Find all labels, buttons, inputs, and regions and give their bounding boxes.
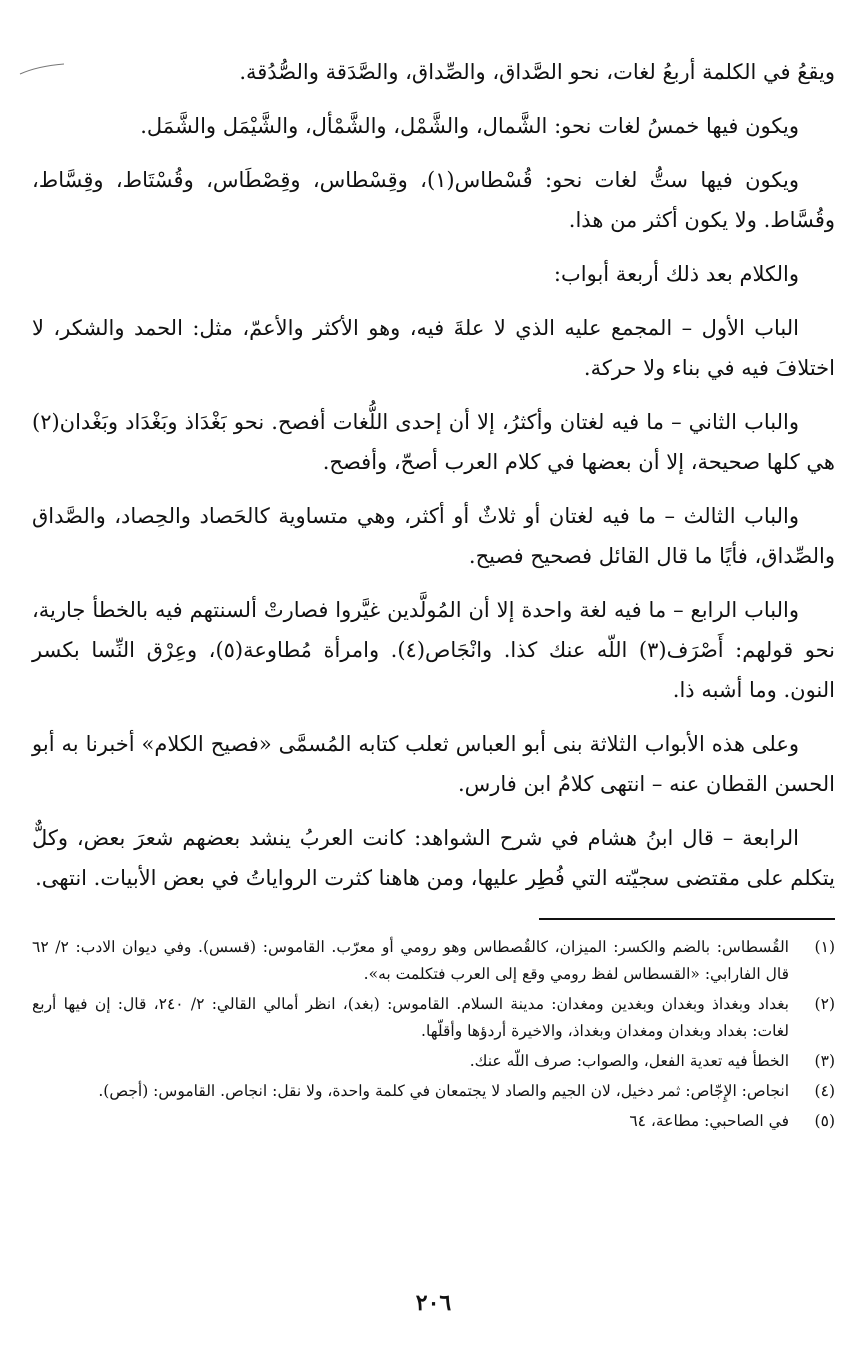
footnote-number: (٣) bbox=[814, 1052, 835, 1070]
footnote-number: (٥) bbox=[814, 1112, 835, 1130]
footnote-text: انجاص: الإِجّاص: ثمر دخيل، لان الجيم والصاد لا يجتمعان في كلمة واحدة، ولا نقل: انجاص. القاموس: (أجص). bbox=[98, 1082, 789, 1100]
footnote-3 bbox=[32, 1048, 835, 1075]
paragraph-10: الرابعة – قال ابنُ هشام في شرح الشواهد: كانت العربُ ينشد بعضهم شعرَ بعض، وكلٌّ يتكلم على مقتضى سجيّته التي فُطِر عليها، ومن هاهنا كثرت الرواياتُ في بعض الأبيات. انتهى. bbox=[32, 826, 835, 890]
page-content bbox=[32, 52, 835, 1138]
page-number: ٢٠٦ bbox=[415, 1290, 452, 1316]
paragraph-4: والكلام بعد ذلك أربعة أبواب: bbox=[553, 262, 799, 286]
footnote-text: القُسطاس: بالضم والكسر: الميزان، كالقُصطاس وهو رومي أو معرّب. القاموس: (قسس). وفي ديوان الادب: ٢/ ٦٢ قال الفارابي: «القسطاس لفظ رومي وقع إلى العرب فتكلمت به». bbox=[32, 938, 789, 983]
footnote-number: (٤) bbox=[814, 1082, 835, 1100]
paragraph-9: وعلى هذه الأبواب الثلاثة بنى أبو العباس ثعلب كتابه المُسمَّى «فصيح الكلام» أخبرنا به أبو الحسن القطان عنه – انتهى كلامُ ابن فارس. bbox=[32, 732, 835, 796]
footnote-text: بغداد وبغداذ وبغدان وبغدين ومغدان: مدينة السلام. القاموس: (بغد)، انظر أمالي القالي: ٢/ ٢٤٠، قال: إن فيها أربع لغات: بغداد وبغدان ومغدان وبغداذ، والاخيرة أردؤها وأقلّها. bbox=[32, 995, 790, 1040]
paragraph-5: الباب الأول – المجمع عليه الذي لا علةَ فيه، وهو الأكثر والأعمّ، مثل: الحمد والشكر، لا اختلافَ فيه في بناء ولا حركة. bbox=[32, 316, 835, 380]
paragraph-2: ويكون فيها خمسُ لغات نحو: الشَّمال، والشَّمْل، والشَّمْأل، والشَّيْمَل والشَّمَل. bbox=[140, 114, 799, 138]
footnote-text: الخطأ فيه تعدية الفعل، والصواب: صرف اللّه عنك. bbox=[469, 1052, 789, 1070]
footnote-2 bbox=[32, 991, 835, 1045]
footnote-text: في الصاحبي: مطاعة، ٦٤ bbox=[629, 1112, 789, 1130]
footnote-1 bbox=[32, 934, 835, 988]
footnotes bbox=[32, 934, 835, 1135]
paragraph-3: ويكون فيها ستُّ لغات نحو: قُسْطاس(١)، وقِسْطاس، وقِصْطَاس، وقُسْتَاط، وقِسَّاط، وقُسَّاط. ولا يكون أكثر من هذا. bbox=[32, 168, 835, 232]
paragraph-6: والباب الثاني – ما فيه لغتان وأكثرُ، إلا أن إحدى اللُّغات أفصح. نحو بَغْدَاذ وبَغْدَاد وبَغْدان(٢) هي كلها صحيحة، إلا أن بعضها في كلام العرب أصحّ، وأفصح. bbox=[32, 410, 835, 474]
footnote-separator bbox=[539, 918, 835, 920]
footnote-5 bbox=[32, 1108, 835, 1135]
paragraph-1: ويقعُ في الكلمة أربعُ لغات، نحو الصَّداق، والصِّداق، والصَّدَقة والصُّدُقة. bbox=[239, 60, 835, 84]
footnote-number: (١) bbox=[814, 938, 835, 956]
paragraph-8: والباب الرابع – ما فيه لغة واحدة إلا أن المُولَّدين غيَّروا فصارتْ ألسنتهم فيه بالخطأ جارية، نحو قولهم: أَصْرَف(٣) اللّه عنك كذا. وانْجَاص(٤). وامرأة مُطاوعة(٥)، وعِرْق النِّسا بكسر النون. وما أشبه ذا. bbox=[32, 598, 835, 702]
footnote-4 bbox=[32, 1078, 835, 1105]
paragraph-7: والباب الثالث – ما فيه لغتان أو ثلاثٌ أو أكثر، وهي متساوية كالحَصاد والحِصاد، والصَّداق والصِّداق، فأيًا ما قال القائل فصحيح فصيح. bbox=[32, 504, 835, 568]
footnote-number: (٢) bbox=[814, 995, 835, 1013]
